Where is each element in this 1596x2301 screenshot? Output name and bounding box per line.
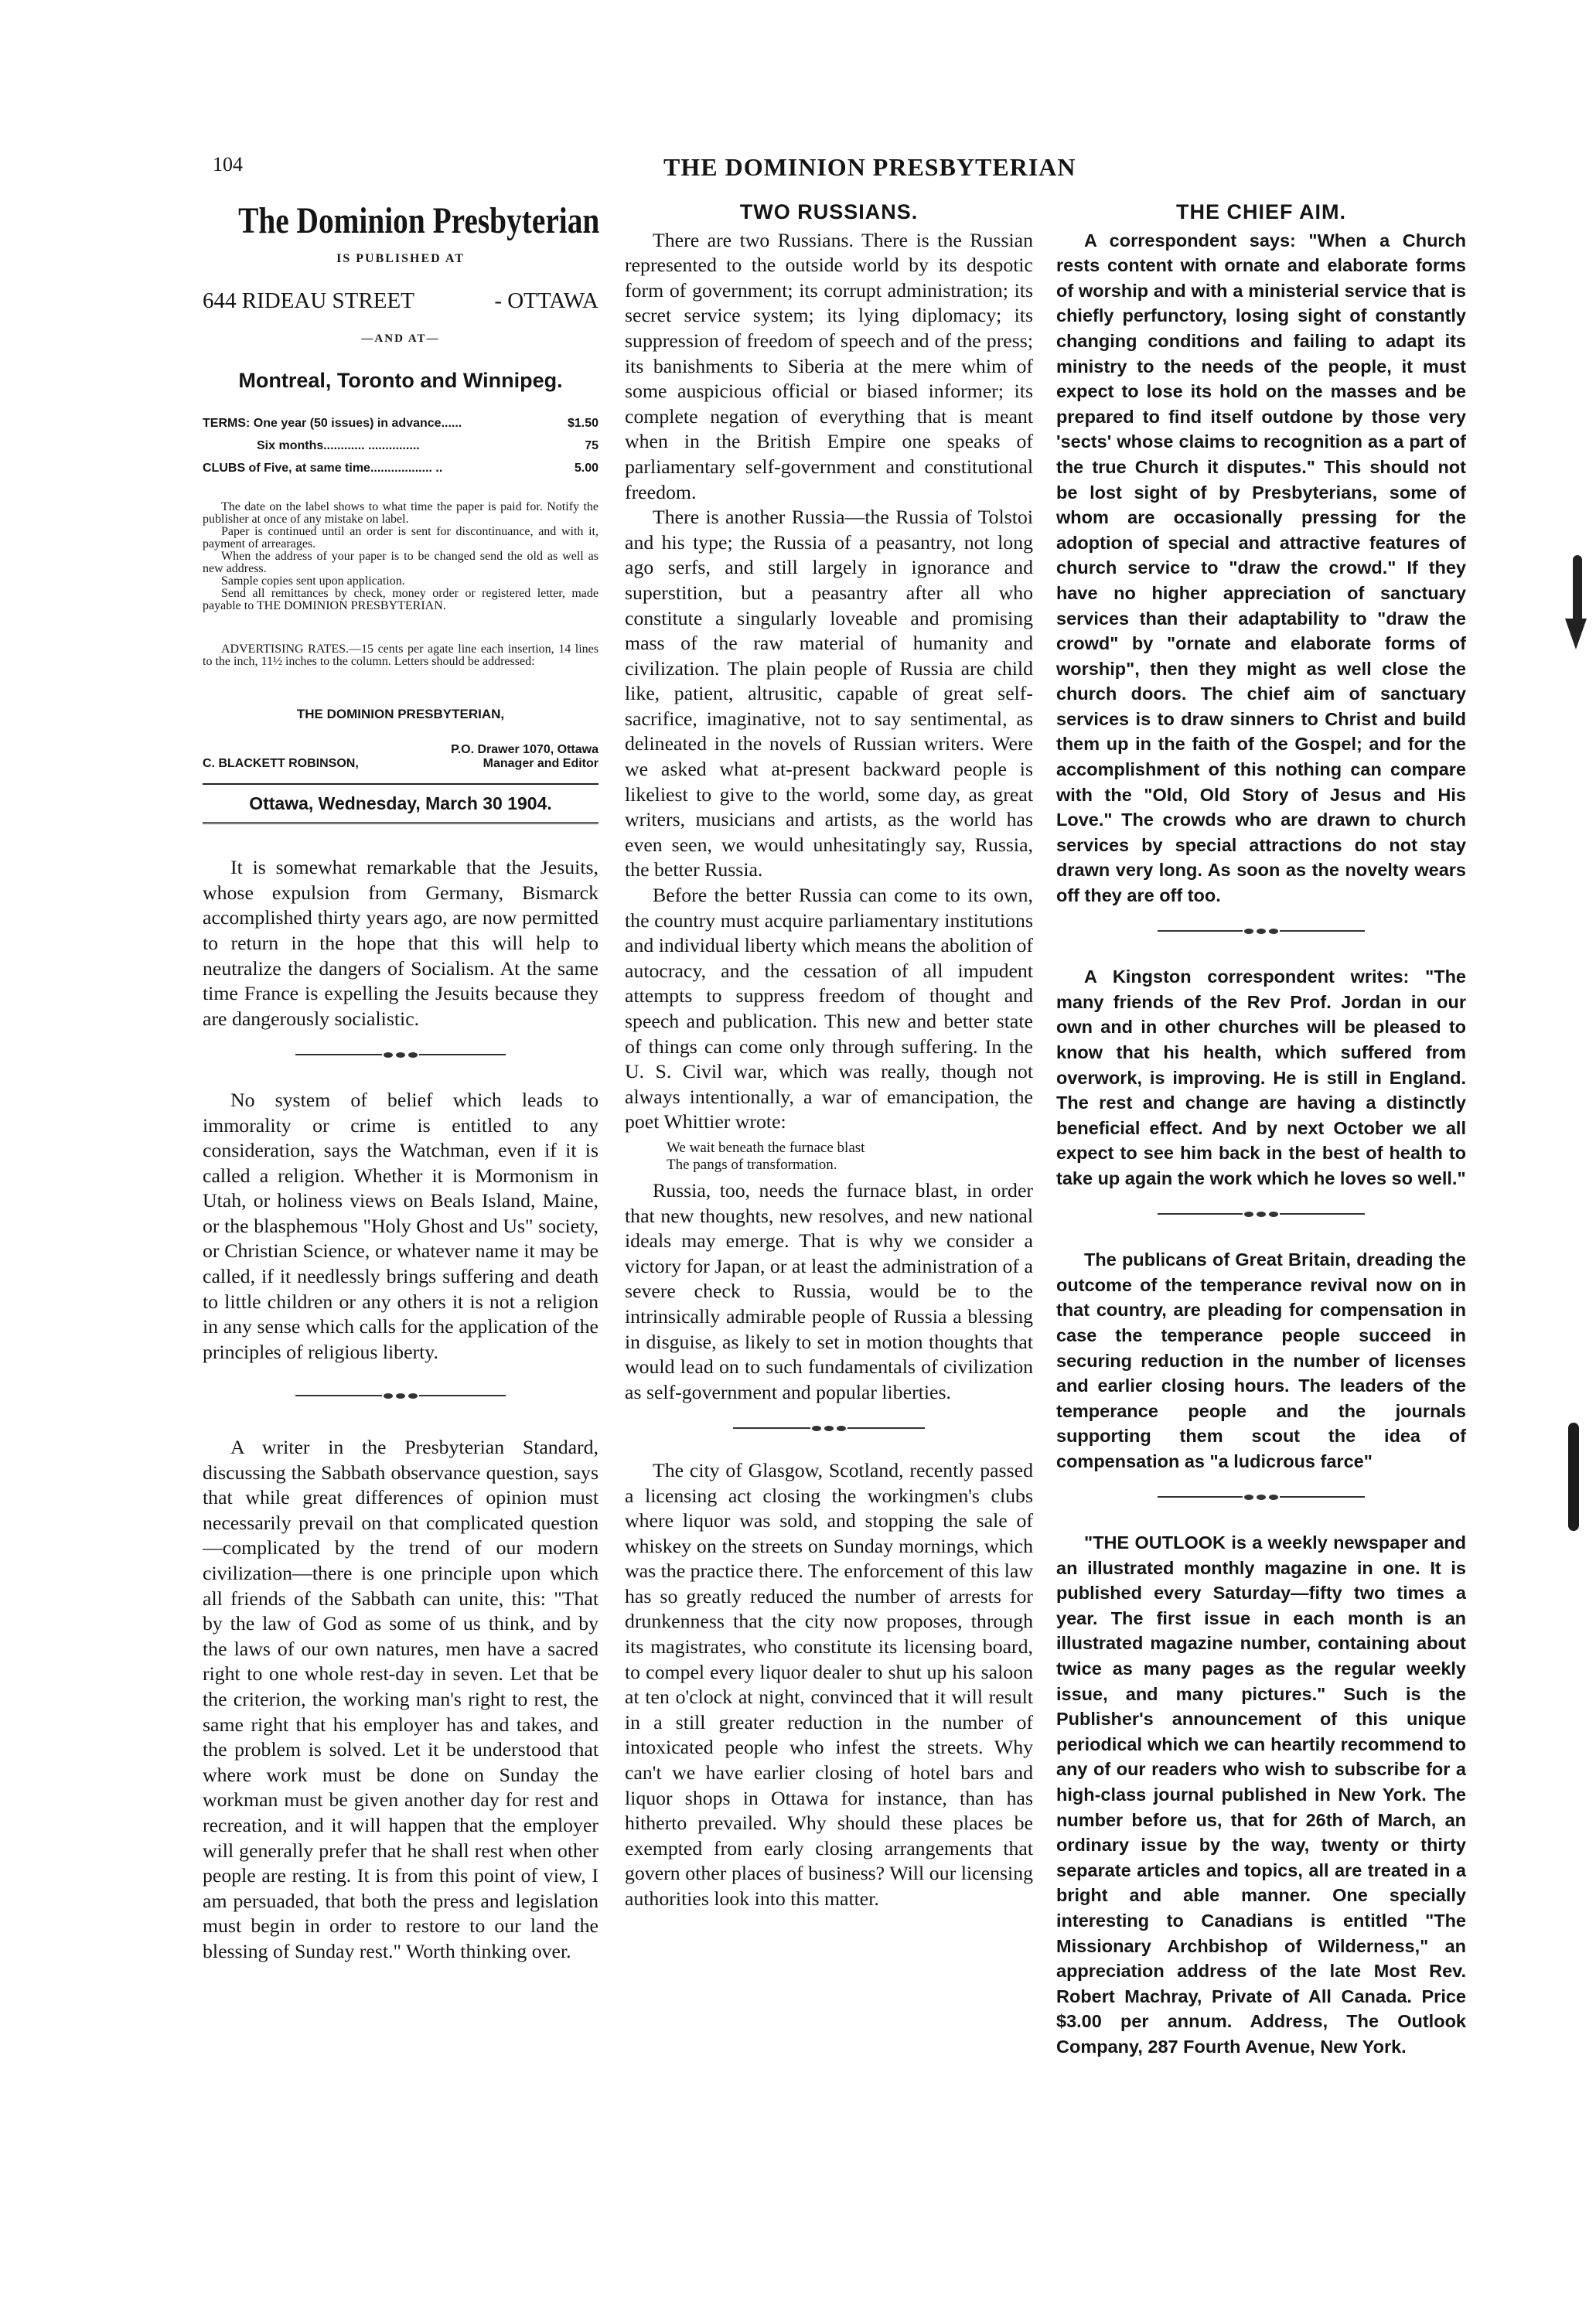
paragraph: Russia, too, needs the furnace blast, in order that new thoughts, new resolves, and new national ideals may emerge. That is why we consider a victory for Japan, or at least the administration of a severe check to Russia, would be to the intrinsically admirable people of Russia a blessing in disguise, as likely to set in motion thoughts that would lead on to such fundamentals of civilization as self-government and popular liberties. — [625, 1178, 1033, 1403]
notice: When the address of your paper is to be changed send the old as well as new address. — [203, 549, 598, 575]
paragraph: It is somewhat remarkable that the Jesuits, whose expulsion from Germany, Bismarck accomplished thirty years ago, are now permitted to return in the hope that this will help to neutralize the dangers of Socialism. At the same time France is expelling the Jesuits because they are dangerously socialistic. — [203, 856, 598, 1030]
column-right — [1056, 193, 1466, 2060]
and-at: —AND AT— — [361, 332, 440, 345]
editor-line — [203, 757, 598, 771]
running-title: THE DOMINION PRESBYTERIAN — [663, 153, 1076, 181]
masthead-address — [203, 288, 598, 314]
separator — [625, 1416, 1033, 1441]
column-middle — [625, 193, 1033, 1912]
binding-mark — [1565, 619, 1587, 649]
verse-line: The pangs of transformation. — [667, 1156, 837, 1173]
notice: Paper is continued until an order is sent for discontinuance, and with it, payment of arrearages. — [203, 524, 598, 551]
paragraph: A Kingston correspondent writes: "The many friends of the Rev Prof. Jordan in our own and in other churches will be pleased to know that his health, which suffered from overwork, is improving. He is still in England. The rest and change are having a distinctly beneficial effect. And by next October we all expect to see him back in the best of health to take up again the work which he loves so well." — [1056, 966, 1466, 1188]
dateline: Ottawa, Wednesday, March 30 1904. — [203, 783, 598, 825]
article-heading: TWO RUSSIANS. — [739, 200, 919, 223]
paragraph: "THE OUTLOOK is a weekly newspaper and an illustrated monthly magazine in one. It is published every Saturday—fifty two times a year. The first issue in each month is an illustrated magazine number, containing about twice as many pages as the regular weekly issue, and many pictures." Such is the Publisher's announcement of this unique periodical which we can heartily recommend to any of our readers who wish to subscribe for a high-class journal published in New York. The number before us, that for 26th of March, an ordinary issue by the way, twenty or thirty separate articles and topics, all are treated in a bright and able manner. One specially interesting to Canadians is entitled "The Missionary Archbishop of Wilderness," an appreciation address of the late Most Rev. Robert Machray, Private of All Canada. Price $3.00 per annum. Address, The Outlook Company, 287 Fourth Avenue, New York. — [1056, 1532, 1466, 2057]
drawer: P.O. Drawer 1070, Ottawa — [451, 742, 598, 756]
article-heading: THE CHIEF AIM. — [1176, 200, 1346, 223]
paragraph: The city of Glasgow, Scotland, recently passed a licensing act closing the workingmen's clubs where liquor was sold, and stopping the sale of whiskey on the streets on Sunday mornings, which was the practice there. The enforcement of this law has so greatly reduced the number of arrests for drunkenness that the city now proposes, through its magistrates, who constitute its licensing board, to compel every liquor dealer to shut up his saloon at ten o'clock at night, convinced that it will result in a still greater reduction in the number of intoxicated people who infest the streets. Why can't we have earlier closing of hotel bars and liquor shops in Ottawa for instance, than has hitherto prevailed. Why should these places be exempted from early closing arrangements that govern other places of business? Will our licensing authorities look into this matter. — [625, 1458, 1033, 1910]
advertising-rates: ADVERTISING RATES.—15 cents per agate line each insertion, 14 lines to the inch, 11½ inches to the column. Letters should be addressed: — [203, 642, 598, 668]
terms-row: CLUBS of Five, at same time.................. .. 5.00 — [203, 461, 598, 475]
notice: Send all remittances by check, money order or registered letter, made payable to THE DOMINION PRESBYTERIAN. — [203, 586, 598, 612]
terms-row: TERMS: One year (50 issues) in advance...... $1.50 — [203, 416, 598, 430]
paragraph: Before the better Russia can come to its own, the country must acquire parliamentary institutions and individual liberty which means the abolition of autocracy, and the cessation of all impudent attempts to suppress freedom of thought and speech and publication. This new and better state of things can come only through suffering. In the U. S. Civil war, which was really, though not always intentionally, a war of emancipation, the poet Whittier wrote: — [625, 884, 1034, 1133]
editor-name: C. BLACKETT ROBINSON, — [203, 756, 359, 770]
editor-title: Manager and Editor — [483, 756, 598, 770]
notice: The date on the label shows to what time the paper is paid for. Notify the publisher at once of any mistake on label. — [203, 499, 598, 526]
binding-mark — [1573, 555, 1582, 625]
separator — [203, 1383, 598, 1409]
terms-row: Six months............ ............... 75 — [257, 438, 598, 452]
separator — [1056, 1485, 1466, 1511]
paragraph: A writer in the Presbyterian Standard, discussing the Sabbath observance question, says that while great differences of opinion must necessarily prevail on that complicated question—complicated by the trend of our modern civilization—there is one principle upon which all friends of the Sabbath can unite, this: "That by the law of God as some of us think, and by the laws of our own natures, men have a sacred right to one whole rest-day in seven. Let that be the criterion, the working man's right to rest, the same right that his employer has and takes, and the problem is solved. Let it be understood that where work must be done on Sunday the workman must be given another day for rest and recreation, and it will happen that the employer will generally prefer that he shall rest when other people are resting. It is from this point of view, I am persuaded, that both the press and legislation must begin in order to restore to our land the blessing of Sunday rest." Worth thinking over. — [203, 1436, 598, 1962]
published-at: IS PUBLISHED AT — [336, 251, 465, 265]
column-left — [203, 193, 598, 1965]
notice: Sample copies sent upon application. — [221, 574, 405, 588]
verse-line: We wait beneath the furnace blast — [667, 1139, 865, 1156]
separator — [1056, 919, 1466, 945]
paragraph: There are two Russians. There is the Russian represented to the outside world by its despotic form of government; its corrupt administration; its secret service system; its lying diplomacy; its suppression of freedom of speech and of the press; its banishments to Siberia at the mere whim of some auspicious official or biased informer; its complete negation of everything that is meant when in the British Empire one speaks of parliamentary self-government and constitutional freedom. — [625, 228, 1033, 503]
other-cities: Montreal, Toronto and Winnipeg. — [238, 369, 563, 393]
binding-mark — [1568, 1423, 1579, 1531]
paragraph: There is another Russia—the Russia of Tolstoi and his type; the Russia of a peasantry, not long ago serfs, and still largely in ignorance and superstition, but a peasantry after all who constitute a singularly loveable and promising mass of the raw material of humanity and civilization. The plain people of Russia are child like, patient, altrusitic, capable of great self-sacrifice, imaginative, not to say sentimental, as delineated in the novels of Russian writers. Were we asked what at-present backward people is likeliest to give to the world, some day, as great writers, musicians and artists, as the world has even seen, we would unhesitatingly say, Russia, the better Russia. — [625, 506, 1033, 881]
separator — [203, 1042, 598, 1068]
paragraph: No system of belief which leads to immorality or crime is entitled to any consideration, says the Watchman, even if it is called a religion. Whether it is Mormonism in Utah, or holiness views on Beals Island, Maine, or the blasphemous "Holy Ghost and Us" society, or Christian Science, or whatever name it may be called, if it needlessly brings suffering and death to little children or any others it is not a religion in any sense which calls for the application of the principles of religious liberty. — [203, 1088, 598, 1363]
paragraph: The publicans of Great Britain, dreading the outcome of the temperance revival now on in that country, are pleading for compensation in case the temperance people succeed in securing reduction in the number of licenses and earlier closing hours. The leaders of the temperance people and the journals supporting them scout the idea of compensation as "a ludicrous farce" — [1056, 1249, 1466, 1471]
notices — [203, 501, 598, 612]
addressee: THE DOMINION PRESBYTERIAN, — [296, 706, 505, 721]
page-number: 104 — [213, 153, 243, 176]
city: - OTTAWA — [494, 288, 598, 314]
subscription-terms — [203, 412, 598, 479]
separator — [1056, 1202, 1466, 1228]
paragraph: A correspondent says: "When a Church rests content with ornate and elaborate forms of worship and with a ministerial service that is chiefly perfunctory, losing sight of constantly changing conditions and failing to adapt its ministry to the needs of the people, it must expect to lose its hold on the masses and be prepared to find itself outdone by those very 'sects' whose claims to recognition as a part of the true Church it disputes." This should not be lost sight of by Presbyterians, some of whom are occasionally pressing for the adoption of special and attractive features of church service to "draw the crowd." If they have no higher appreciation of sanctuary services than their adaptability to "draw the crowd" by "ornate and elaborate forms of worship", then they might as well close the church doors. The chief aim of sanctuary services is to draw sinners to Christ and build them up in the faith of the Gospel; and for the accomplishment of this nothing can compare with the "Old, Old Story of Jesus and His Love." The crowds who are drawn to church services by special attractions do not stay drawn very long. As soon as the novelty wears off they are off too. — [1056, 230, 1466, 906]
street: 644 RIDEAU STREET — [203, 288, 414, 314]
masthead-title: The Dominion Presbyterian — [238, 200, 600, 241]
